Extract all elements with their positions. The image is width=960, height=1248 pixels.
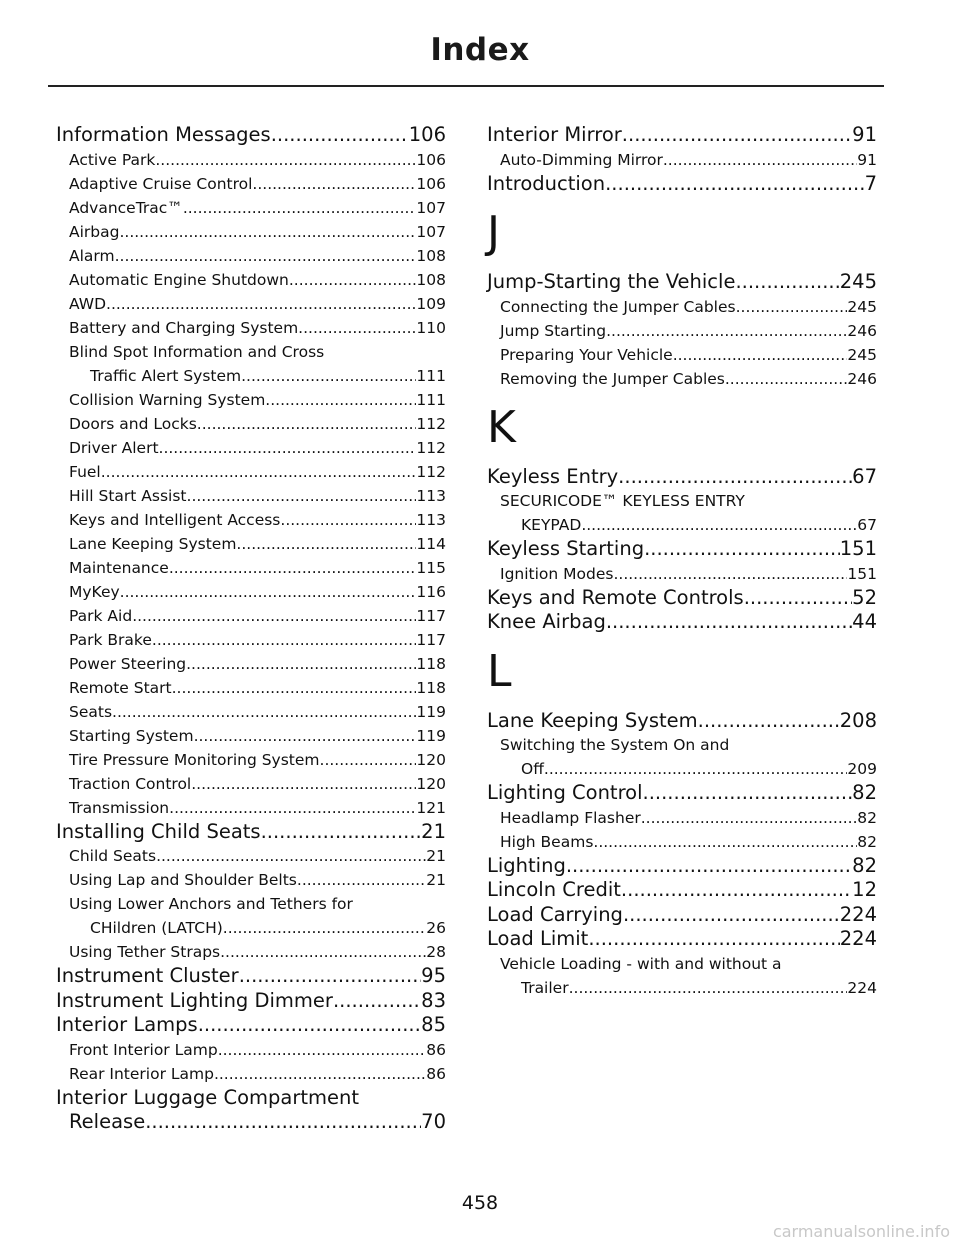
subentry-label: Tire Pressure Monitoring System [69, 750, 320, 769]
index-subentry [56, 436, 446, 460]
entry-page: 208 [839, 708, 877, 732]
entry-label: Jump-Starting the Vehicle [487, 270, 736, 293]
subentry-page: 245 [847, 297, 877, 316]
index-subentry [487, 757, 877, 781]
index-entry [487, 854, 877, 879]
subentry-page: 246 [847, 321, 877, 340]
index-entry [487, 709, 877, 734]
leader-dots [120, 580, 417, 604]
entry-label: Instrument Lighting Dimmer [56, 988, 333, 1012]
leader-dots [289, 268, 417, 292]
index-entry [487, 610, 877, 635]
entry-page: 7 [864, 171, 877, 195]
index-subentry [487, 367, 877, 391]
index-subentry [56, 460, 446, 484]
index-subentry [56, 412, 446, 436]
index-entry [487, 586, 877, 611]
subentry-label: Driver Alert [69, 438, 159, 457]
entry-label: Interior Lamps [56, 1013, 198, 1036]
subentry-page: 121 [416, 798, 446, 817]
leader-dots [744, 586, 852, 611]
leader-dots [194, 724, 417, 748]
leader-dots [271, 123, 409, 148]
leader-dots [101, 460, 417, 484]
subentry-label: Airbag [69, 222, 120, 241]
subentry-label-cont: KEYPAD [521, 516, 582, 534]
subentry-label: Maintenance [69, 558, 169, 577]
subentry-page: 119 [416, 726, 446, 745]
index-entry [487, 123, 877, 148]
subentry-label: Collision Warning System [69, 390, 266, 409]
entry-page: 224 [839, 927, 877, 950]
entry-page: 106 [408, 123, 446, 146]
subentry-page: 91 [857, 150, 877, 169]
subentry-label: Power Steering [69, 654, 187, 673]
subentry-page: 106 [416, 150, 446, 169]
subentry-page: 119 [416, 702, 446, 721]
leader-dots [623, 903, 840, 928]
subentry-label: Hill Start Assist [69, 486, 187, 505]
index-subentry [56, 748, 446, 772]
leader-dots [169, 796, 416, 820]
leader-dots [320, 748, 417, 772]
index-subentry [56, 196, 446, 220]
index-subentry [56, 1062, 446, 1086]
leader-dots [183, 196, 417, 220]
entry-label: Lighting Control [487, 781, 643, 804]
subentry-label: Park Brake [69, 630, 152, 649]
index-subentry [487, 830, 877, 854]
subentry-page: 224 [847, 978, 877, 997]
index-entry [487, 537, 877, 562]
subentry-label: Automatic Engine Shutdown [69, 270, 289, 289]
entry-label: Keys and Remote Controls [487, 585, 744, 609]
leader-dots [169, 556, 417, 580]
leader-dots [569, 976, 848, 1000]
subentry-label: Alarm [69, 246, 115, 265]
leader-dots [621, 878, 852, 903]
subentry-label: SECURICODE™ KEYLESS ENTRY [500, 492, 745, 510]
leader-dots [261, 820, 422, 845]
index-subentry [487, 976, 877, 1000]
subentry-label: Battery and Charging System [69, 318, 299, 337]
entry-label: Lincoln Credit [487, 878, 621, 901]
leader-dots [241, 364, 416, 388]
subentry-page: 21 [426, 847, 446, 865]
index-subentry [487, 295, 877, 319]
entry-label: Keyless Starting [487, 537, 645, 560]
subentry-page: 113 [416, 510, 446, 529]
entry-page: 151 [839, 537, 877, 560]
entry-page: 70 [421, 1110, 446, 1133]
index-subentry [56, 724, 446, 748]
subentry-label: Active Park [69, 150, 156, 169]
subentry-label: Traction Control [69, 774, 192, 793]
subentry-page: 245 [847, 345, 877, 364]
leader-dots [198, 1013, 421, 1038]
index-subentry [56, 508, 446, 532]
subentry-label: Blind Spot Information and Cross [69, 342, 325, 361]
subentry-label: Removing the Jumper Cables [500, 369, 725, 388]
subentry-label: Starting System [69, 726, 194, 745]
index-subentry [487, 319, 877, 343]
subentry-page: 112 [416, 414, 446, 433]
subentry-label: MyKey [69, 582, 120, 601]
leader-dots [214, 1062, 426, 1086]
leader-dots [223, 916, 426, 940]
index-subentry [487, 513, 877, 537]
subentry-label: Remote Start [69, 678, 172, 697]
leader-dots [159, 436, 417, 460]
leader-dots [156, 844, 426, 868]
index-subentry [56, 676, 446, 700]
subentry-label: Rear Interior Lamp [69, 1064, 214, 1083]
subentry-page: 108 [416, 270, 446, 289]
subentry-page: 246 [847, 369, 877, 388]
section-letter: L [487, 645, 512, 697]
entry-page: 12 [852, 878, 877, 901]
subentry-label: High Beams [500, 832, 594, 851]
subentry-page: 107 [416, 222, 446, 241]
index-subentry [56, 364, 446, 388]
leader-dots [197, 412, 417, 436]
subentry-page: 86 [426, 1064, 446, 1083]
index-entry [487, 172, 877, 197]
leader-dots [106, 292, 416, 316]
index-entry [487, 878, 877, 903]
subentry-label: Headlamp Flasher [500, 808, 641, 827]
index-subentry [56, 628, 446, 652]
subentry-page: 106 [416, 174, 446, 193]
leader-dots [593, 830, 857, 854]
entry-label: Information Messages [56, 123, 271, 146]
index-subentry [56, 268, 446, 292]
leader-dots [298, 316, 416, 340]
entry-label: Instrument Cluster [56, 964, 239, 987]
index-subentry [56, 796, 446, 820]
entry-page: 82 [852, 781, 877, 804]
leader-dots [218, 1038, 427, 1062]
index-subentry [56, 604, 446, 628]
index-entry [56, 123, 446, 148]
entry-page: 82 [852, 853, 877, 877]
subentry-label: Using Lower Anchors and Tethers for [69, 895, 353, 913]
subentry-label: Park Aid [69, 606, 133, 625]
subentry-label-cont: Traffic Alert System [90, 366, 242, 385]
index-subentry [56, 1038, 446, 1062]
leader-dots [566, 854, 852, 879]
subentry-page: 111 [416, 390, 446, 409]
entry-page: 83 [421, 988, 446, 1012]
leader-dots [119, 220, 416, 244]
entry-label: Introduction [487, 171, 606, 195]
entry-label: Interior Mirror [487, 123, 622, 146]
leader-dots [606, 319, 847, 343]
leader-dots [297, 868, 426, 892]
leader-dots [644, 537, 840, 562]
index-subentry [56, 244, 446, 268]
leader-dots [618, 465, 852, 490]
leader-dots [736, 295, 848, 319]
subentry-label: Using Tether Straps [69, 943, 221, 961]
subentry-page: 112 [416, 462, 446, 481]
index-subentry [56, 484, 446, 508]
index-entry [56, 820, 446, 845]
leader-dots [333, 989, 421, 1014]
index-subentry [56, 868, 446, 892]
index-entry [487, 927, 877, 952]
subentry-page: 117 [416, 630, 446, 649]
subentry-label: Switching the System On and [500, 736, 730, 754]
entry-label: Lighting [487, 853, 566, 877]
leader-dots [613, 562, 847, 586]
leader-dots [735, 270, 839, 295]
leader-dots [220, 940, 426, 964]
subentry-page: 82 [857, 808, 877, 827]
subentry-label: Auto-Dimming Mirror [500, 150, 663, 169]
subentry-page: 113 [416, 486, 446, 505]
entry-label: Installing Child Seats [56, 819, 261, 843]
leader-dots [239, 964, 421, 989]
index-entry [487, 465, 877, 490]
watermark: carmanualsonline.info [772, 1222, 950, 1241]
leader-dots [145, 1110, 421, 1135]
index-entry [487, 270, 877, 295]
subentry-page: 82 [857, 832, 877, 851]
entry-page: 245 [839, 270, 877, 293]
entry-label: Load Carrying [487, 902, 623, 926]
subentry-label: Connecting the Jumper Cables [500, 297, 736, 316]
subentry-page: 120 [416, 774, 446, 793]
index-entry [487, 903, 877, 928]
index-subentry [56, 580, 446, 604]
leader-dots [280, 508, 416, 532]
entry-label: Keyless Entry [487, 464, 619, 488]
subentry-page: 108 [416, 246, 446, 265]
index-entry [56, 989, 446, 1014]
leader-dots [191, 772, 416, 796]
index-entry [56, 1013, 446, 1038]
entry-label: Interior Luggage Compartment [56, 1085, 360, 1109]
leader-dots [673, 343, 848, 367]
leader-dots [115, 244, 417, 268]
index-subentry [56, 556, 446, 580]
entry-label-cont: Release [69, 1110, 146, 1133]
leader-dots [265, 388, 416, 412]
index-subentry [56, 844, 446, 868]
leader-dots [236, 532, 416, 556]
subentry-label: Doors and Locks [69, 414, 197, 433]
index-subentry [56, 172, 446, 196]
subentry-page: 118 [416, 678, 446, 697]
subentry-page: 112 [416, 438, 446, 457]
subentry-page: 117 [416, 606, 446, 625]
subentry-label-cont: CHildren (LATCH) [90, 919, 223, 937]
leader-dots [186, 652, 416, 676]
index-subentry [56, 916, 446, 940]
subentry-page: 21 [426, 871, 446, 889]
index-subentry [56, 316, 446, 340]
index-subentry [56, 220, 446, 244]
subentry-page: 209 [847, 760, 877, 778]
index-subentry [56, 292, 446, 316]
index-subentry [56, 388, 446, 412]
subentry-page: 26 [426, 919, 446, 937]
title-rule [48, 85, 884, 87]
index-subentry [56, 772, 446, 796]
entry-page: 95 [421, 964, 446, 987]
leader-dots [172, 676, 417, 700]
index-subentry [56, 940, 446, 964]
entry-page: 224 [839, 902, 877, 926]
leader-dots [698, 709, 840, 734]
subentry-label: Seats [69, 702, 113, 721]
leader-dots [606, 610, 852, 635]
leader-dots [725, 367, 848, 391]
entry-page: 91 [852, 123, 877, 146]
leader-dots [605, 172, 864, 197]
page-number: 458 [461, 1192, 499, 1214]
leader-dots [252, 172, 416, 196]
index-subentry [56, 148, 446, 172]
subentry-page: 86 [426, 1040, 446, 1059]
subentry-label: Using Lap and Shoulder Belts [69, 871, 297, 889]
index-subentry [56, 652, 446, 676]
leader-dots [155, 148, 416, 172]
index-subentry [487, 343, 877, 367]
entry-label: Load Limit [487, 927, 589, 950]
subentry-page: 28 [426, 943, 446, 961]
subentry-label: Vehicle Loading - with and without a [500, 954, 782, 973]
subentry-page: 114 [416, 534, 446, 553]
leader-dots [588, 927, 839, 952]
subentry-page: 115 [416, 558, 446, 577]
leader-dots [112, 700, 416, 724]
subentry-label: Transmission [69, 798, 170, 817]
leader-dots [132, 604, 416, 628]
entry-page: 67 [852, 464, 877, 488]
subentry-label-cont: Off [521, 760, 544, 778]
index-entry [56, 964, 446, 989]
leader-dots [152, 628, 417, 652]
subentry-page: 151 [847, 564, 877, 583]
subentry-label: Jump Starting [500, 321, 607, 340]
subentry-label: Front Interior Lamp [69, 1040, 218, 1059]
leader-dots [641, 806, 858, 830]
index-entry [487, 781, 877, 806]
subentry-label-cont: Trailer [521, 978, 569, 997]
leader-dots [663, 148, 857, 172]
entry-page: 21 [421, 819, 446, 843]
leader-dots [544, 757, 848, 781]
subentry-page: 116 [416, 582, 446, 601]
subentry-label: Preparing Your Vehicle [500, 345, 673, 364]
leader-dots [581, 513, 857, 537]
index-subentry [56, 700, 446, 724]
subentry-page: 120 [416, 750, 446, 769]
subentry-label: Fuel [69, 462, 101, 481]
subentry-label: Ignition Modes [500, 564, 614, 583]
section-letter: K [487, 401, 516, 453]
subentry-page: 118 [416, 654, 446, 673]
page-title: Index [430, 32, 530, 68]
subentry-page: 67 [857, 516, 877, 534]
index-subentry [487, 148, 877, 172]
entry-page: 52 [852, 585, 877, 609]
index-column-right [487, 123, 877, 1000]
subentry-label: Adaptive Cruise Control [69, 174, 253, 193]
index-subentry [487, 562, 877, 586]
subentry-label: Lane Keeping System [69, 534, 237, 553]
entry-page: 44 [852, 610, 877, 633]
subentry-page: 107 [416, 198, 446, 217]
entry-label: Knee Airbag [487, 610, 606, 633]
index-entry [56, 1110, 446, 1135]
subentry-label: Child Seats [69, 847, 157, 865]
index-subentry [56, 532, 446, 556]
leader-dots [622, 123, 852, 148]
subentry-page: 110 [416, 318, 446, 337]
leader-dots [187, 484, 417, 508]
index-column-left [56, 123, 446, 1135]
section-letter: J [487, 207, 500, 258]
entry-page: 85 [421, 1013, 446, 1036]
subentry-page: 111 [416, 366, 446, 385]
subentry-label: AdvanceTrac™ [69, 198, 183, 217]
index-subentry [487, 806, 877, 830]
subentry-label: Keys and Intelligent Access [69, 510, 281, 529]
leader-dots [643, 781, 853, 806]
entry-label: Lane Keeping System [487, 708, 698, 732]
subentry-label: AWD [69, 294, 107, 313]
subentry-page: 109 [416, 294, 446, 313]
